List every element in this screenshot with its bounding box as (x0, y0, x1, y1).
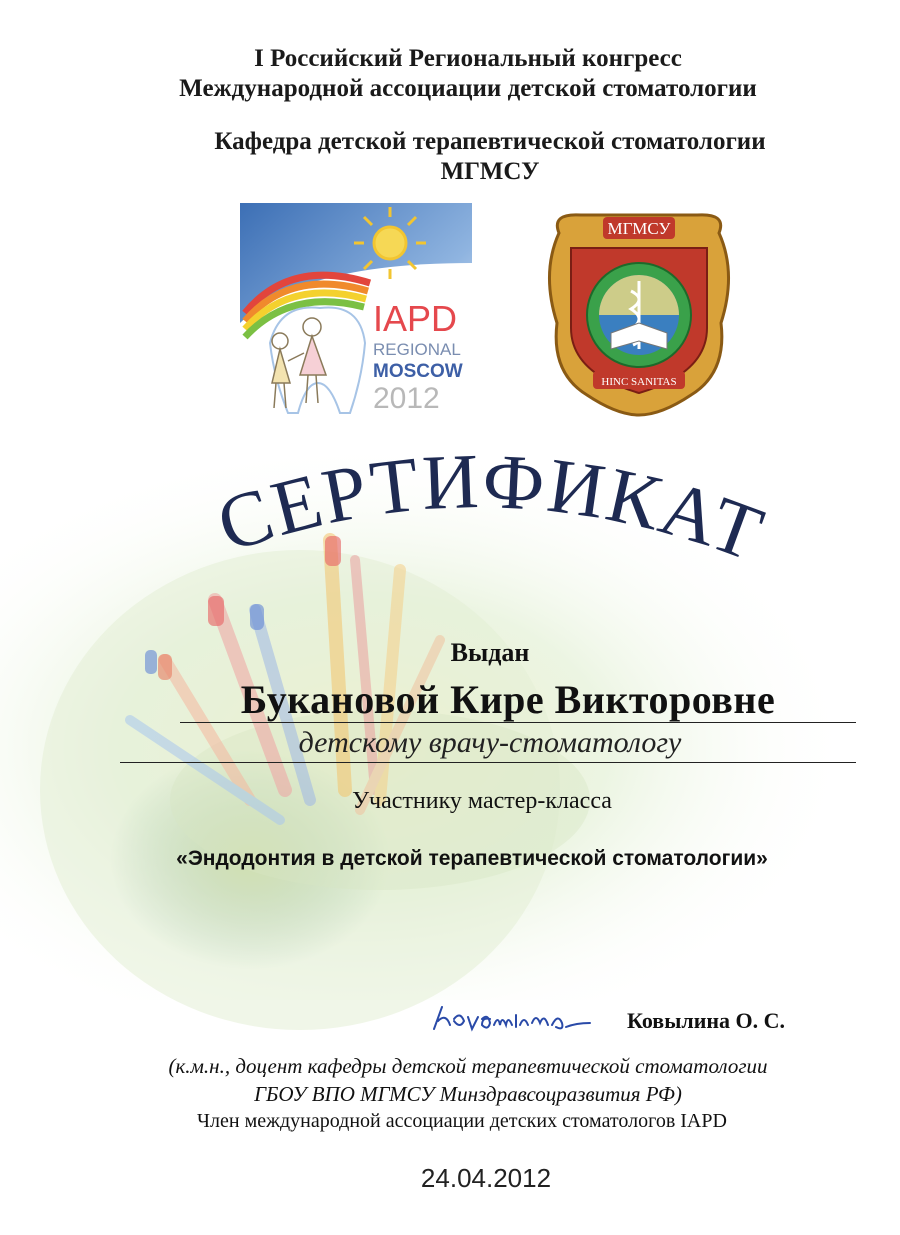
department-title (40, 127, 900, 187)
signatory-membership: Член международной ассоциации детских стоматологов IAPD (197, 1110, 727, 1132)
course-title: «Эндодонтия в детской терапевтической стоматологии» (176, 847, 768, 870)
participation-text: Участнику мастер-класса (352, 788, 612, 814)
congress-title-line2: Международной ассоциации детской стоматологии (179, 75, 757, 102)
credentials-line2: ГБОУ ВПО МГМСУ Минздравсоцразвития РФ) (254, 1082, 682, 1106)
iapd-logo-moscow: MOSCOW (373, 361, 463, 382)
congress-title-line1: I Российский Региональный конгресс (254, 45, 682, 72)
certificate-title (190, 440, 790, 590)
iapd-logo-regional: REGIONAL (373, 340, 461, 359)
department-title-line2: МГМСУ (440, 158, 540, 185)
mgmsu-crest-logo (541, 203, 737, 419)
issue-date: 24.04.2012 (420, 1163, 552, 1193)
iapd-logo-year: 2012 (373, 382, 440, 415)
recipient-name: Букановой Кире Викторовне (240, 677, 776, 722)
certificate-title-text: СЕРТИФИКАТ (206, 440, 776, 578)
recipient-role: детскому врачу-стоматологу (298, 726, 682, 759)
signatory-credentials (18, 1052, 900, 1108)
iapd-logo-text: IAPD (373, 298, 458, 339)
handwritten-signature (428, 995, 598, 1045)
crest-motto-text: HINC SANITAS (601, 376, 677, 388)
recipient-underline (180, 722, 856, 723)
credentials-line1: (к.м.н., доцент кафедры детской терапевтической стоматологии (168, 1054, 768, 1078)
issued-label: Выдан (450, 638, 530, 667)
svg-text:СЕРТИФИКАТ (207, 440, 776, 578)
crest-top-text: МГМСУ (607, 219, 671, 238)
role-underline (120, 762, 856, 763)
department-title-line1: Кафедра детской терапевтической стоматологии (214, 128, 766, 155)
signatory-name: Ковылина О. С. (627, 1008, 786, 1033)
congress-title (18, 44, 900, 104)
iapd-logo (240, 203, 472, 419)
